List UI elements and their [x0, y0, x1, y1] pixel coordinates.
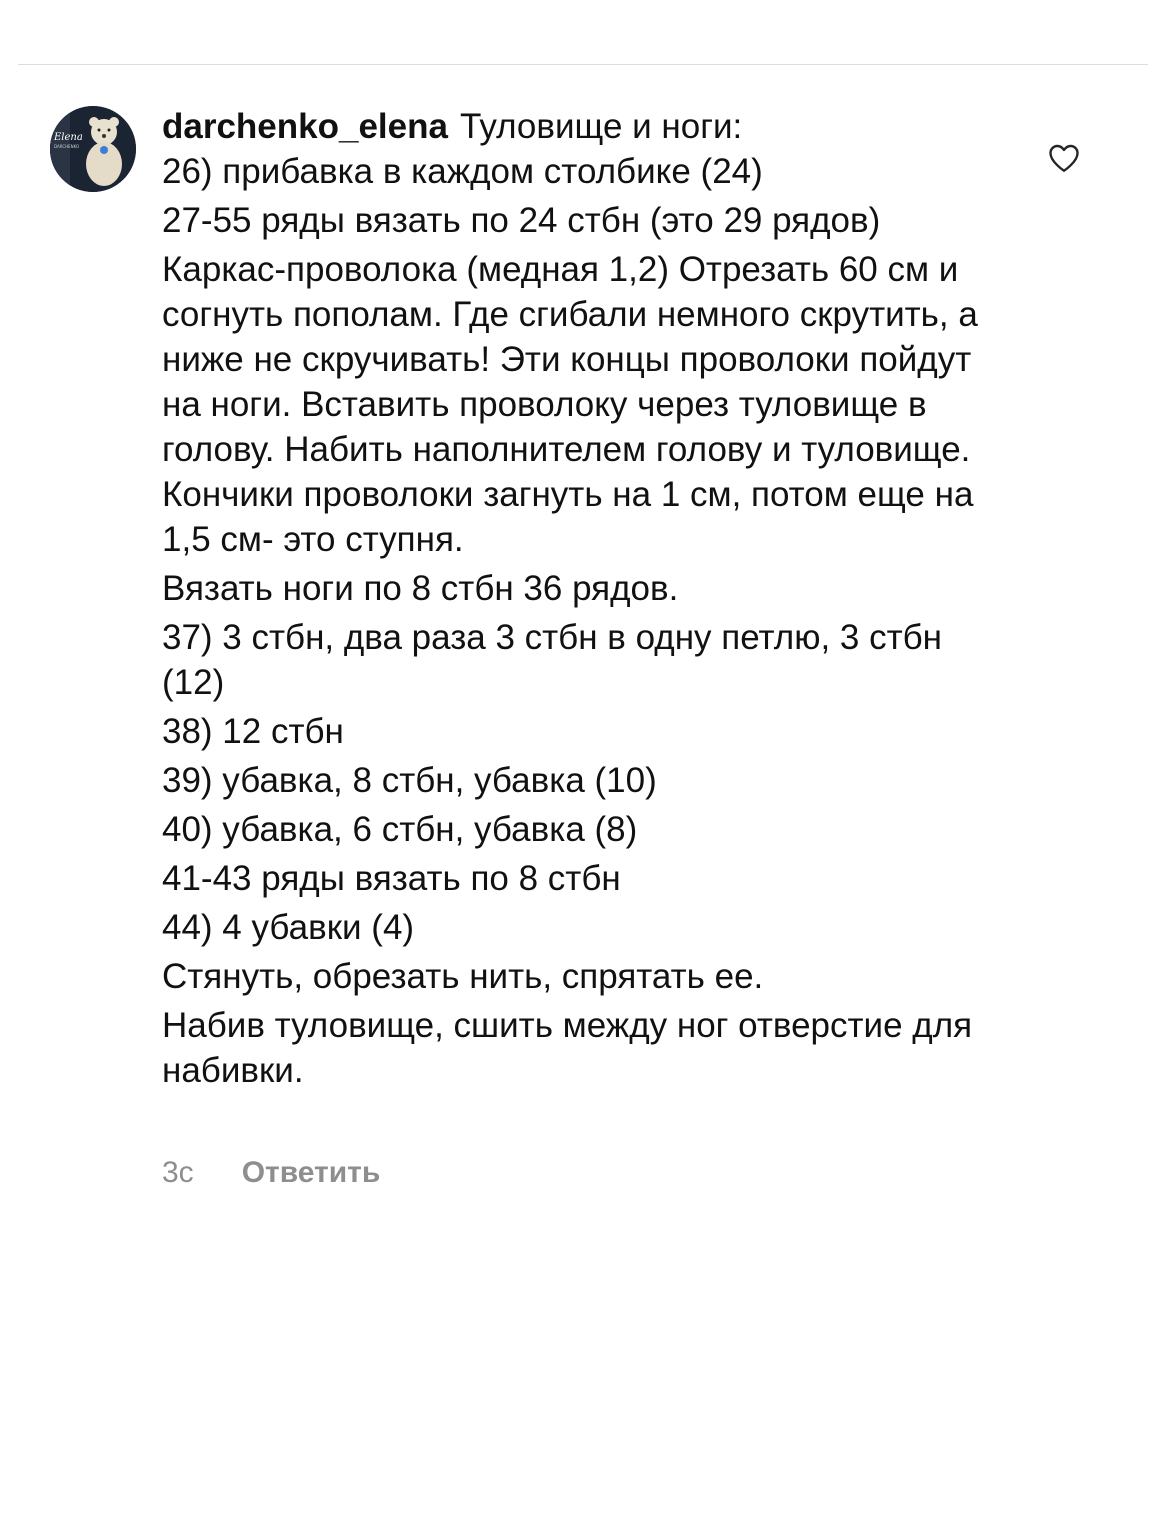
comment-line: 41-43 ряды вязать по 8 стбн: [162, 859, 621, 898]
reply-button[interactable]: Ответить: [241, 1156, 381, 1189]
comment-timestamp: 3c: [162, 1156, 194, 1189]
comment-body: [162, 104, 1012, 1093]
comment-line: 37) 3 стбн, два раза 3 стбн в одну петлю, 3 стбн (12): [162, 618, 942, 702]
comment-line: Вязать ноги по 8 стбн 36 рядов.: [162, 569, 679, 608]
comment-meta: [162, 1156, 380, 1190]
comment-line: 27-55 ряды вязать по 24 стбн (это 29 рядов): [162, 201, 881, 240]
heart-outline-icon: [1046, 140, 1082, 176]
comment-line: Каркас-проволока (медная 1,2) Отрезать 60 см и согнуть пополам. Где сгибали немного скрутить, а ниже не скручивать! Эти концы проволоки пойдут на ноги. Вставить проволоку через туловище в голову. Набить наполнителем голову и туловище. Кончики проволоки загнуть на 1 см, потом еще на 1,5 см- это ступня.: [162, 250, 978, 559]
comment-first-line: [162, 104, 1012, 149]
top-divider: [18, 64, 1148, 65]
comment-line: Туловище и ноги:: [459, 107, 743, 146]
comment-line: 38) 12 стбн: [162, 712, 344, 751]
comment-line: Стянуть, обрезать нить, спрятать ее.: [162, 957, 764, 996]
like-button[interactable]: [1046, 140, 1082, 176]
avatar-logo-subtext: DARCHENKO: [54, 144, 80, 149]
username-link[interactable]: darchenko_elena: [162, 107, 448, 146]
avatar-logo-text: Elena: [54, 132, 83, 143]
avatar[interactable]: [50, 106, 136, 192]
comment-line: Набив туловище, сшить между ног отверстие для набивки.: [162, 1006, 973, 1090]
comment-line: 40) убавка, 6 стбн, убавка (8): [162, 810, 638, 849]
comment-line: 44) 4 убавки (4): [162, 908, 415, 947]
teddy-bear-icon: [50, 106, 136, 192]
comment-line: 39) убавка, 8 стбн, убавка (10): [162, 761, 657, 800]
comment-line: 26) прибавка в каждом столбике (24): [162, 152, 763, 191]
